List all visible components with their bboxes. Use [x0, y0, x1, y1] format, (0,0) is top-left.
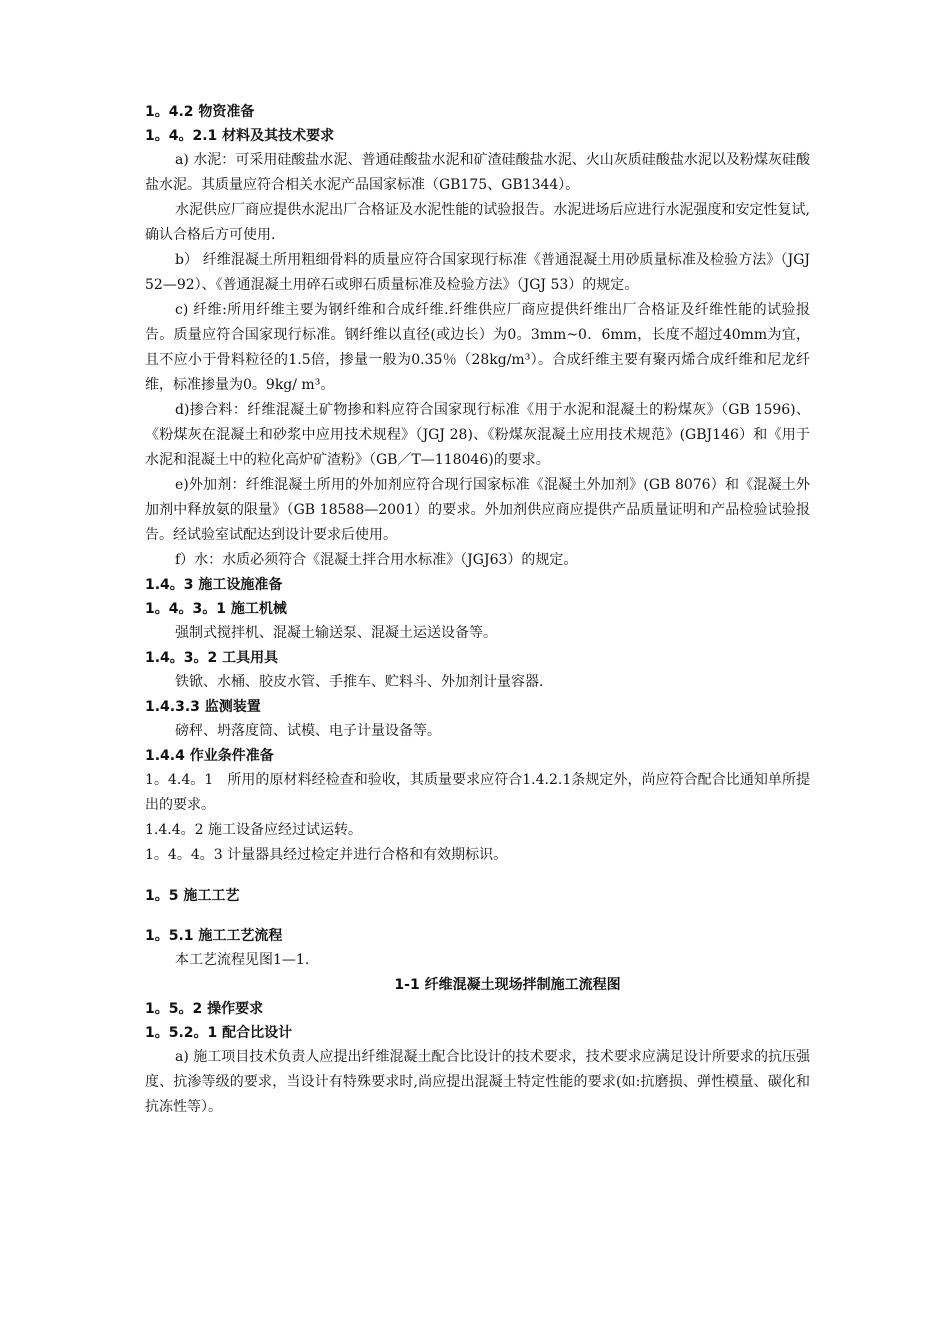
paragraph-fiber: c) 纤维:所用纤维主要为钢纤维和合成纤维.纤维供应厂商应提供纤维出厂合格证及纤维性能的试验报告。质量应符合国家现行标准。钢纤维以直径(或边长）为0。3mm~0．6mm，长度不超过40mm为宜，且不应小于骨料粒径的1.5倍，掺量一般为0.35％（28kg/m³）。合成纤维主要有聚丙烯合成纤维和尼龙纤维，标准掺量为0。9kg/ m³。	[145, 302, 810, 393]
heading-1-4-2: 1。4.2 物资准备	[145, 104, 255, 120]
heading-1-4-3: 1.4。3 施工设施准备	[145, 577, 283, 593]
paragraph-tools: 铁锨、水桶、胶皮水管、手推车、贮料斗、外加剂计量容器.	[175, 674, 544, 690]
paragraph-machinery: 强制式搅拌机、混凝土输送泵、混凝土运送设备等。	[175, 625, 497, 641]
heading-1-4-4: 1.4.4 作业条件准备	[145, 748, 274, 764]
paragraph-1-4-4-2: 1.4.4。2 施工设备应经过试运转。	[145, 822, 362, 838]
paragraph-additive: e)外加剂：纤维混凝土所用的外加剂应符合现行国家标准《混凝土外加剂》(GB 8076）和《混凝土外加剂中释放氨的限量》（GB 18588—2001）的要求。外加剂供应商应提供产品质量证明和产品检验试验报告。经试验室试配达到设计要求后使用。	[145, 477, 810, 543]
paragraph-mix-design: a) 施工项目技术负责人应提出纤维混凝土配合比设计的技术要求，技术要求应满足设计所要求的抗压强度、抗渗等级的要求，当设计有特殊要求时,尚应提出混凝土特定性能的要求(如:抗磨损、弹性模量、碳化和抗冻性等）。	[145, 1049, 810, 1115]
paragraph-1-4-4-3: 1。4。4。3 计量器具经过检定并进行合格和有效期标识。	[145, 847, 508, 863]
paragraph-admixture: d)掺合料：纤维混凝土矿物掺和料应符合国家现行标准《用于水泥和混凝土的粉煤灰》（GB 1596)、《粉煤灰在混凝土和砂浆中应用技术规程》（JGJ 28)、《粉煤灰混凝土应用技术规范》(GBJ146）和《用于水泥和混凝土中的粒化高炉矿渣粉》（GB／T—118046)的要求。	[145, 402, 810, 468]
paragraph-water: f）水：水质必须符合《混凝土拌合用水标准》（JGJ63）的规定。	[175, 552, 578, 568]
paragraph-aggregate: b） 纤维混凝土所用粗细骨料的质量应符合国家现行标准《普通混凝土用砂质量标准及检验方法》（JGJ 52—92）、《普通混凝土用碎石或卵石质量标准及检验方法》（JGJ 53）的规定。	[145, 252, 810, 293]
paragraph-1-4-4-1: 1。4.4。1 所用的原材料经检查和验收，其质量要求应符合1.4.2.1条规定外，尚应符合配合比通知单所提出的要求。	[145, 772, 810, 813]
heading-1-5-1: 1。5.1 施工工艺流程	[145, 928, 283, 944]
heading-1-5-2-1: 1。5.2。1 配合比设计	[145, 1025, 293, 1041]
document-body	[145, 100, 810, 1120]
paragraph-monitoring: 磅秤、坍落度筒、试模、电子计量设备等。	[175, 723, 441, 739]
heading-1-5-2: 1。5。2 操作要求	[145, 1001, 264, 1017]
heading-1-5: 1。5 施工工艺	[145, 888, 240, 904]
heading-1-4-3-3: 1.4.3.3 监测装置	[145, 699, 261, 715]
paragraph-flow-ref: 本工艺流程见图1—1.	[175, 952, 310, 968]
spacer	[145, 908, 810, 924]
heading-1-4-3-1: 1。4。3。1 施工机械	[145, 601, 287, 617]
figure-caption: 1-1 纤维混凝土现场拌制施工流程图	[394, 977, 621, 993]
heading-1-4-2-1: 1。4。2.1 材料及其技术要求	[145, 128, 335, 144]
heading-1-4-3-2: 1.4。3。2 工具用具	[145, 650, 279, 666]
spacer	[145, 868, 810, 884]
paragraph-cement-supplier: 水泥供应厂商应提供水泥出厂合格证及水泥性能的试验报告。水泥进场后应进行水泥强度和安定性复试,确认合格后方可使用.	[145, 202, 810, 243]
paragraph-cement: a) 水泥：可采用硅酸盐水泥、普通硅酸盐水泥和矿渣硅酸盐水泥、火山灰质硅酸盐水泥以及粉煤灰硅酸盐水泥。其质量应符合相关水泥产品国家标准（GB175、GB1344）。	[145, 152, 810, 193]
